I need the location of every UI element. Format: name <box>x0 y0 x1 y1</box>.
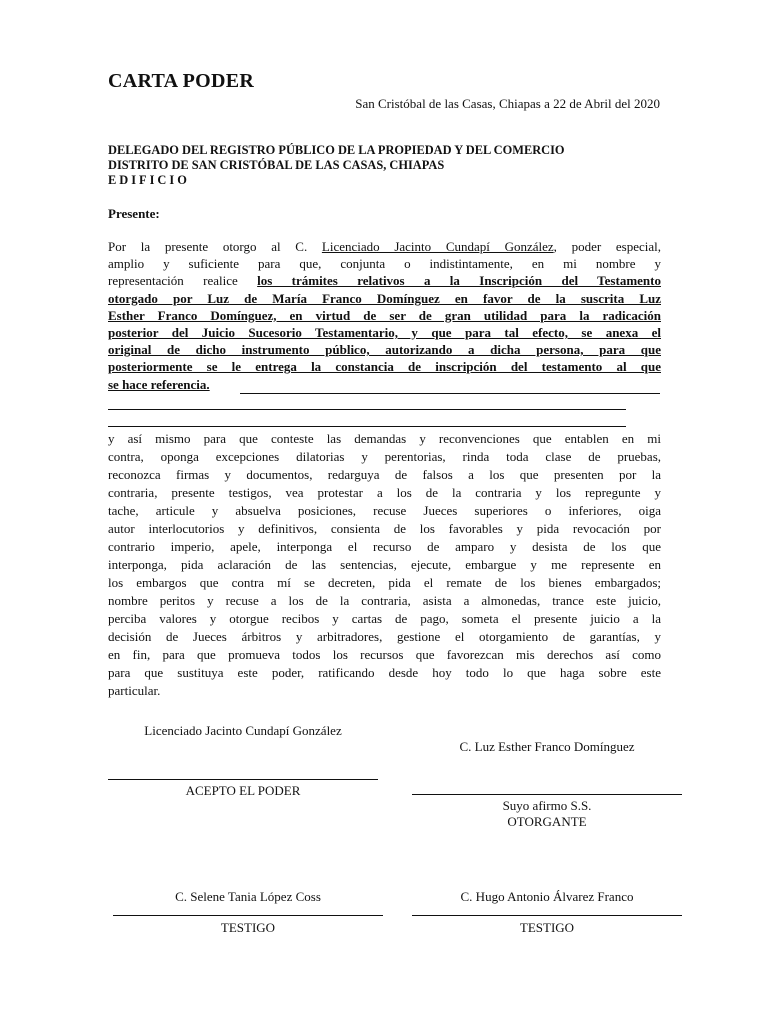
witness-2-name: C. Hugo Antonio Álvarez Franco <box>460 889 634 904</box>
witness-2-caption: TESTIGO <box>519 920 575 935</box>
paragraph-line: tache, articule y absuelva posiciones, recuse Jueces superiores o inferiores, oiga <box>108 503 661 518</box>
fill-line <box>108 426 626 427</box>
paragraph-line: perciba valores y otorgue recibos y cartas de pago, someta el presente juicio a la <box>108 611 661 626</box>
paragraph-line: posterior del Juicio Sucesorio Testamentario, y que para tal efecto, se anexa el <box>108 324 661 340</box>
paragraph-line: amplio y suficiente para que, conjunta o indistintamente, en mi nombre y <box>108 256 661 272</box>
greeting: Presente: <box>108 206 160 221</box>
grantor-name: C. Luz Esther Franco Domínguez <box>459 739 635 754</box>
paragraph-line: los embargos que contra mí se decreten, pida el remate de los bienes embargados; <box>108 575 661 590</box>
recipient-line-2: DISTRITO DE SAN CRISTÓBAL DE LAS CASAS, CHIAPAS <box>108 158 445 172</box>
witness-1-caption: TESTIGO <box>220 920 276 935</box>
attorney-name-inline: Licenciado Jacinto Cundapí González <box>321 239 554 254</box>
witness-1-name: C. Selene Tania López Coss <box>175 889 321 904</box>
paragraph-line: decisión de Jueces árbitros y arbitradores, gestione el otorgamiento de garantías, y <box>108 629 661 644</box>
paragraph-line: posteriormente se le entrega la constancia de inscripción del testamento al que <box>108 359 661 375</box>
fill-line <box>240 393 660 394</box>
paragraph-line: y así mismo para que conteste las demandas y reconvenciones que entablen en mi <box>108 431 661 446</box>
grantor-caption-1: Suyo afirmo S.S. <box>502 798 592 813</box>
paragraph-line: se hace referencia. <box>108 376 210 392</box>
document-date: San Cristóbal de las Casas, Chiapas a 22 de Abril del 2020 <box>355 96 660 111</box>
paragraph-powers <box>108 430 661 700</box>
paragraph-line: reconozca firmas y documentos, redarguya de falsos a los que presenten por la <box>108 467 661 482</box>
paragraph-line: Esther Franco Domínguez, en virtud de ser de gran utilidad para la radicación <box>108 307 661 323</box>
paragraph-line: nombre peritos y recuse a los de la contraria, asista a almonedas, trance este juicio, <box>108 593 661 608</box>
attorney-name: Licenciado Jacinto Cundapí González <box>144 723 342 738</box>
paragraph-line: contra, oponga excepciones dilatorias y perentorias, rinda toda clase de pruebas, <box>108 449 661 464</box>
grantor-caption-2: OTORGANTE <box>507 814 587 829</box>
attorney-caption: ACEPTO EL PODER <box>185 783 301 798</box>
paragraph-line: para que sustituya este poder, ratificando desde hoy todo lo que haga sobre este <box>108 665 661 680</box>
paragraph-line: Por la presente otorgo al C. Licenciado Jacinto Cundapí González, poder especial, <box>108 239 661 254</box>
paragraph-line: contrario imperio, apele, interponga el recurso de amparo y desista de los que <box>108 539 661 554</box>
paragraph-line: representación realice los trámites relativos a la Inscripción del Testamento <box>108 273 661 289</box>
paragraph-line: otorgado por Luz de María Franco Domínguez en favor de la suscrita Luz <box>108 290 661 306</box>
recipient-line-1: DELEGADO DEL REGISTRO PÚBLICO DE LA PROPIEDAD Y DEL COMERCIO <box>108 143 565 157</box>
attorney-signature-line <box>108 779 378 780</box>
paragraph-line: original de dicho instrumento público, autorizando a dicha persona, para que <box>108 342 661 358</box>
fill-line <box>108 409 626 410</box>
document-title: CARTA PODER <box>108 70 255 92</box>
witness-1-signature-line <box>113 915 383 916</box>
paragraph-grant <box>108 238 661 393</box>
grantor-signature-line <box>412 794 682 795</box>
recipient-line-3: EDIFICIO <box>108 173 190 187</box>
paragraph-line: en fin, para que promueva todos los recursos que favorezcan mis derechos así como <box>108 647 661 662</box>
paragraph-line: autor interlocutorios y definitivos, consienta de los favorables y pida revocación por <box>108 521 661 536</box>
paragraph-line: contraria, presente testigos, vea protestar a los de la contraria y los repregunte y <box>108 485 661 500</box>
paragraph-line: interponga, pida aclaración de las sentencias, ejecute, embargue y me represente en <box>108 557 661 572</box>
paragraph-line: particular. <box>108 683 161 698</box>
witness-2-signature-line <box>412 915 682 916</box>
